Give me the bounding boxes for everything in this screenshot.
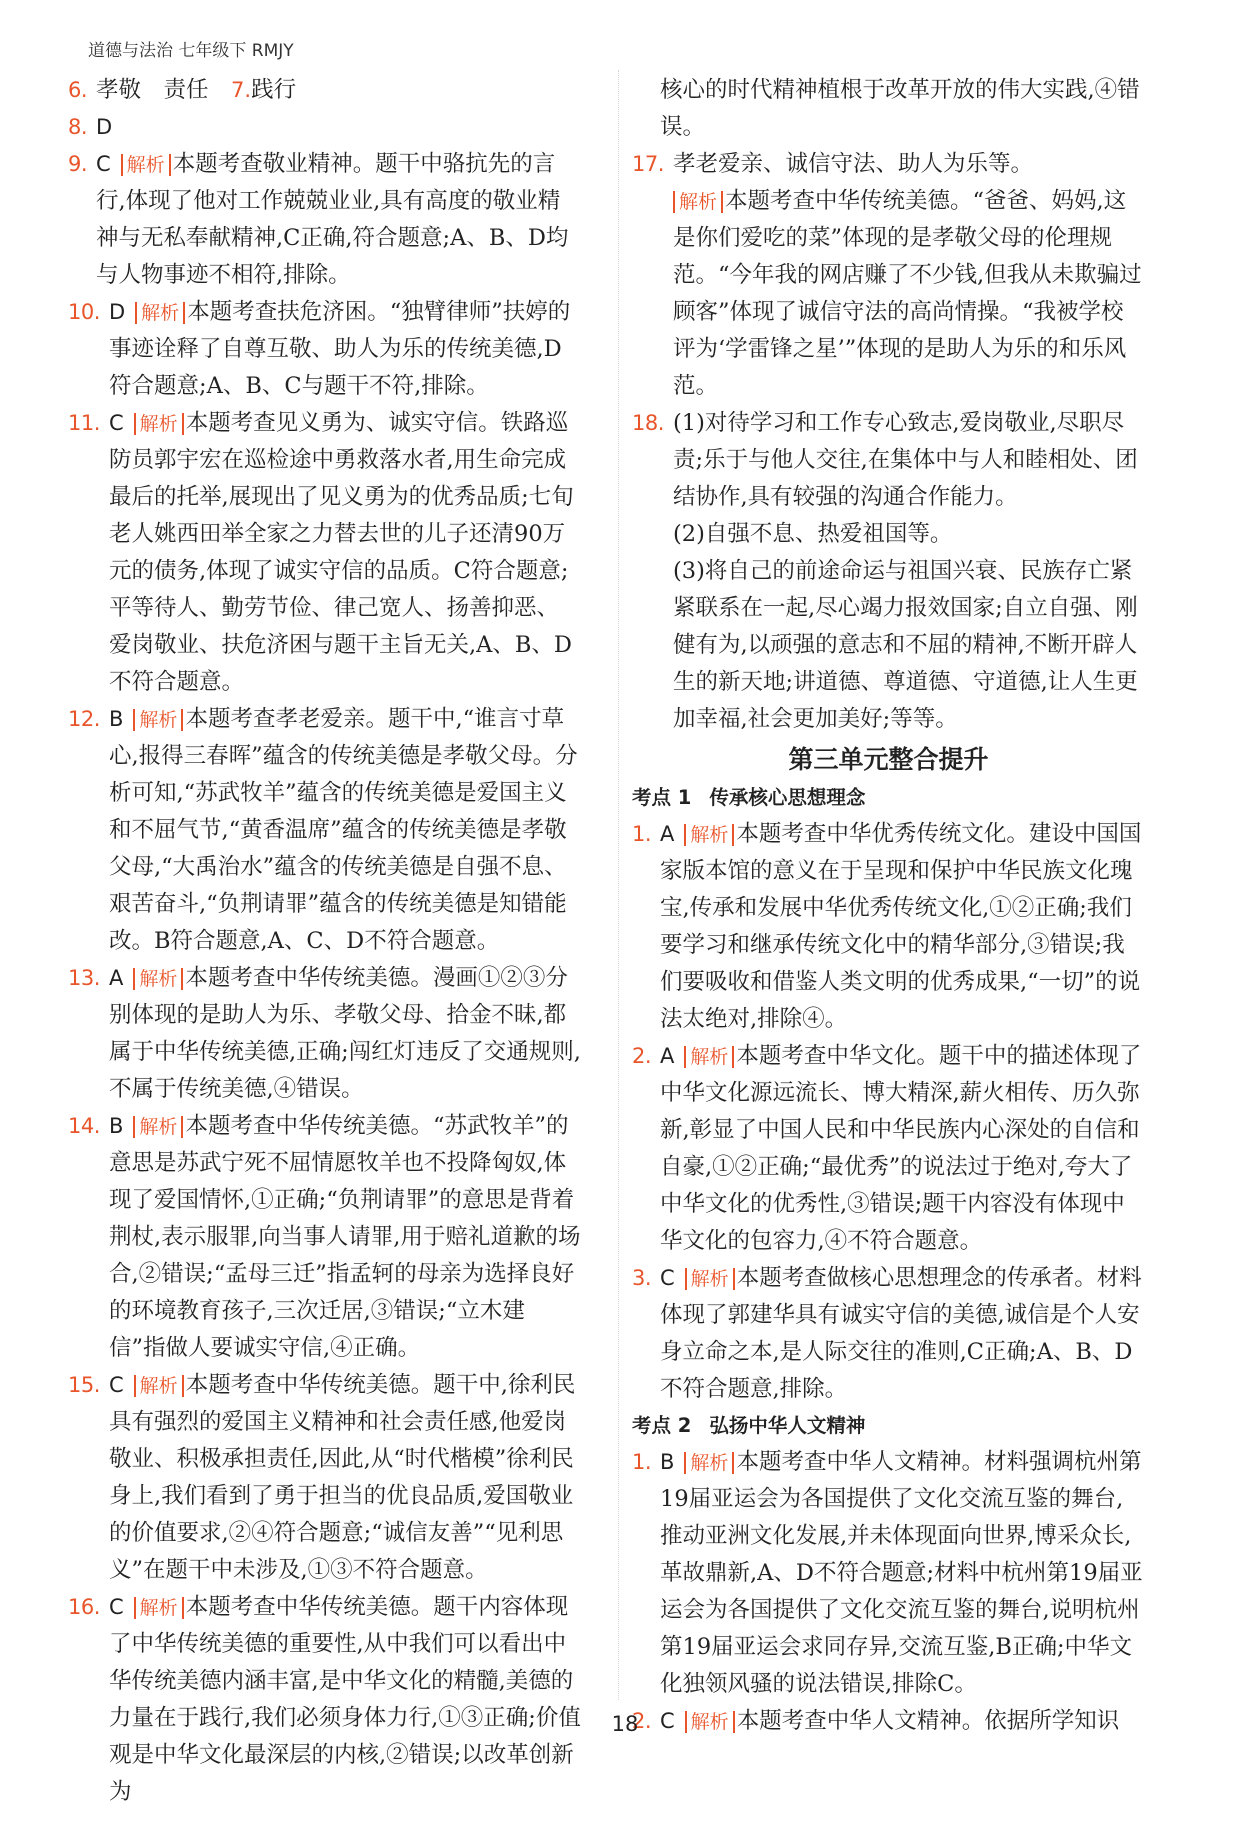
question-number: 8.: [68, 115, 88, 139]
analysis-text: 核心的时代精神植根于改革开放的伟大实践,④错误。: [660, 77, 1140, 140]
left-column: [68, 72, 581, 1811]
question-number: 3.: [632, 1266, 652, 1290]
answer-letter: B: [109, 1114, 124, 1138]
right-column: [632, 72, 1145, 1740]
answer-letter: D: [96, 115, 113, 139]
analysis-text: 本题考查做核心思想理念的传承者。材料体现了郭建华具有诚实守信的美德,诚信是个人安身立命之本,是人际交往的准则,C正确;A、B、D不符合题意,排除。: [660, 1265, 1142, 1402]
answer-item-18-part2: [632, 516, 1145, 553]
analysis-text: 本题考查中华人文精神。依据所学知识: [736, 1708, 1120, 1734]
section-title: 第三单元整合提升: [788, 745, 989, 774]
question-number: 15.: [68, 1373, 100, 1397]
question-number: 16.: [68, 1595, 100, 1619]
analysis-text: 本题考查中华传统美德。“爸爸、妈妈,这是你们爱吃的菜”体现的是孝敬父母的伦理规范。“今年我的网店赚了不少钱,但我从未欺骗过顾客”体现了诚信守法的高尚情操。“我被学校评为‘学雷锋之星’”体现的是助人为乐的和乐风范。: [673, 188, 1142, 399]
analysis-tag: 解析: [134, 1375, 184, 1397]
analysis-text: 本题考查中华文化。题干中的描述体现了中华文化源远流长、博大精深,薪火相传、历久弥新,彰显了中国人民和中华民族内心深处的自信和自豪,①②正确;“最优秀”的说法过于绝对,夸大了中华文化的优秀性,③错误;题干内容没有体现中华文化的包容力,④不符合题意。: [660, 1043, 1142, 1254]
answer-item-9: [68, 146, 581, 294]
analysis-text: 本题考查中华传统美德。题干中,徐利民具有强烈的爱国主义精神和社会责任感,他爱岗敬业、积极承担责任,因此,从“时代楷模”徐利民身上,我们看到了勇于担当的优良品质,爱国敬业的价值要求,②④符合题意;“诚信友善”“见利思义”在题干中未涉及,①③不符合题意。: [109, 1372, 576, 1583]
question-number: 9.: [68, 152, 88, 176]
answer-item-17-analysis: [632, 183, 1145, 405]
answer-item-14: [68, 1108, 581, 1367]
question-number: 11.: [68, 411, 100, 435]
analysis-tag: 解析: [135, 302, 185, 324]
analysis-tag: 解析: [134, 1597, 184, 1619]
analysis-tag: 解析: [684, 1452, 734, 1474]
analysis-tag: 解析: [133, 1116, 183, 1138]
analysis-tag: 解析: [134, 413, 184, 435]
answer-text: (2)自强不息、热爱祖国等。: [673, 521, 953, 547]
kaodian-text: 弘扬中华人文精神: [709, 1414, 866, 1437]
kaodian-label: 考点 1: [632, 786, 692, 809]
answer-letter: C: [96, 152, 111, 176]
answer-letter: C: [660, 1709, 675, 1733]
answer-letter: B: [109, 707, 124, 731]
answer-item-12: [68, 701, 581, 960]
column-divider: [618, 70, 619, 1700]
question-number: 7.: [231, 78, 252, 102]
analysis-text: 本题考查中华人文精神。材料强调杭州第19届亚运会为各国提供了文化交流互鉴的舞台,推动亚洲文化发展,并未体现面向世界,博采众长,革故鼎新,A、D不符合题意;材料中杭州第19届亚运会为各国提供了文化交流互鉴的舞台,说明杭州第19届亚运会求同存异,交流互鉴,B正确;中华文化独领风骚的说法错误,排除C。: [660, 1449, 1143, 1697]
analysis-text: 本题考查中华传统美德。漫画①②③分别体现的是助人为乐、孝敬父母、拾金不昧,都属于中华传统美德,正确;闯红灯违反了交通规则,不属于传统美德,④错误。: [109, 965, 581, 1102]
question-number: 1.: [632, 822, 652, 846]
continuation-text: [632, 72, 1145, 146]
question-number: 13.: [68, 966, 100, 990]
kd1-item-1: [632, 816, 1145, 1038]
analysis-tag: 解析: [685, 1268, 735, 1290]
answer-letter: C: [109, 411, 124, 435]
answer-item-13: [68, 960, 581, 1108]
analysis-tag: 解析: [684, 824, 734, 846]
kd1-item-3: [632, 1260, 1145, 1408]
analysis-tag: 解析: [121, 154, 171, 176]
answer-letter: D: [109, 300, 126, 324]
question-number: 12.: [68, 707, 100, 731]
analysis-tag: 解析: [673, 191, 723, 213]
answer-letter: A: [660, 822, 675, 846]
answer-text: 践行: [251, 77, 297, 103]
question-number: 2.: [632, 1044, 652, 1068]
answer-letter: C: [109, 1595, 124, 1619]
question-number: 10.: [68, 300, 100, 324]
answer-letter: A: [109, 966, 124, 990]
answer-item-16: [68, 1589, 581, 1811]
answer-letter: B: [660, 1450, 675, 1474]
answer-item-17: [632, 146, 1145, 183]
kd2-item-1: [632, 1444, 1145, 1703]
analysis-tag: 解析: [684, 1046, 734, 1068]
answer-letter: C: [109, 1373, 124, 1397]
kaodian-text: 传承核心思想理念: [709, 786, 866, 809]
answer-text: 孝老爱亲、诚信守法、助人为乐等。: [673, 151, 1034, 177]
answer-item-6-7: [68, 72, 581, 109]
analysis-text: 本题考查孝老爱亲。题干中,“谁言寸草心,报得三春晖”蕴含的传统美德是孝敬父母。分析可知,“苏武牧羊”蕴含的传统美德是爱国主义和不屈气节,“黄香温席”蕴含的传统美德是孝敬父母,“大禹治水”蕴含的传统美德是自强不息、艰苦奋斗,“负荆请罪”蕴含的传统美德是知错能改。B符合题意,A、C、D不符合题意。: [109, 706, 578, 954]
kaodian-heading-1: [632, 780, 1145, 816]
answer-item-10: [68, 294, 581, 405]
kaodian-label: 考点 2: [632, 1414, 692, 1437]
analysis-tag: 解析: [133, 968, 183, 990]
answer-item-18-part3: [632, 553, 1145, 738]
answer-item-15: [68, 1367, 581, 1589]
question-number: 6.: [68, 78, 88, 102]
answer-item-11: [68, 405, 581, 701]
analysis-tag: 解析: [133, 709, 183, 731]
answer-letter: A: [660, 1044, 675, 1068]
analysis-text: 本题考查中华优秀传统文化。建设中国国家版本馆的意义在于呈现和保护中华民族文化瑰宝,传承和发展中华优秀传统文化,①②正确;我们要学习和继承传统文化中的精华部分,③错误;我们要吸收和借鉴人类文明的优秀成果,“一切”的说法太绝对,排除④。: [660, 821, 1142, 1032]
analysis-text: 本题考查中华传统美德。题干内容体现了中华传统美德的重要性,从中我们可以看出中华传统美德内涵丰富,是中华文化的精髓,美德的力量在于践行,我们必须身体力行,①③正确;价值观是中华文化最深层的内核,②错误;以改革创新为: [109, 1594, 581, 1805]
answer-text: (3)将自己的前途命运与祖国兴衰、民族存亡紧紧联系在一起,尽心竭力报效国家;自立自强、刚健有为,以顽强的意志和不屈的精神,不断开辟人生的新天地;讲道德、尊道德、守道德,让人生更加幸福,社会更加美好;等等。: [673, 558, 1138, 732]
question-number: 18.: [632, 411, 664, 435]
answer-text: 孝敬 责任: [96, 77, 232, 103]
question-number: 17.: [632, 152, 664, 176]
analysis-text: 本题考查敬业精神。题干中骆抗先的言行,体现了他对工作兢兢业业,具有高度的敬业精神与无私奉献精神,C正确,符合题意;A、B、D均与人物事迹不相符,排除。: [96, 151, 569, 288]
answer-item-8: [68, 109, 581, 146]
question-number: 14.: [68, 1114, 100, 1138]
answer-letter: C: [660, 1266, 675, 1290]
kd1-item-2: [632, 1038, 1145, 1260]
analysis-text: 本题考查中华传统美德。“苏武牧羊”的意思是苏武宁死不屈情愿牧羊也不投降匈奴,体现了爱国情怀,①正确;“负荆请罪”的意思是背着荆杖,表示服罪,向当事人请罪,用于赔礼道歉的场合,②错误;“孟母三迁”指孟轲的母亲为选择良好的环境教育孩子,三次迁居,③错误;“立木建信”指做人要诚实守信,④正确。: [109, 1113, 581, 1361]
question-number: 1.: [632, 1450, 652, 1474]
question-number: 2.: [632, 1709, 652, 1733]
analysis-text: 本题考查见义勇为、诚实守信。铁路巡防员郭宇宏在巡检途中勇救落水者,用生命完成最后的托举,展现出了见义勇为的优秀品质;七旬老人姚西田举全家之力替去世的儿子还清90万元的债务,体现了诚实守信的品质。C符合题意;平等待人、勤劳节俭、律己宽人、扬善抑恶、爱岗敬业、扶危济困与题干主旨无关,A、B、D不符合题意。: [109, 410, 574, 695]
running-header: 道德与法治 七年级下 RMJY: [88, 41, 294, 61]
analysis-text: 本题考查扶危济困。“独臂律师”扶婷的事迹诠释了自尊互敬、助人为乐的传统美德,D符合题意;A、B、C与题干不符,排除。: [109, 299, 571, 399]
answer-item-18: [632, 405, 1145, 516]
page-number: 18: [611, 1712, 639, 1736]
kaodian-heading-2: [632, 1408, 1145, 1444]
answer-text: (1)对待学习和工作专心致志,爱岗敬业,尽职尽责;乐于与他人交往,在集体中与人和睦相处、团结协作,具有较强的沟通合作能力。: [673, 410, 1138, 510]
analysis-tag: 解析: [685, 1711, 735, 1733]
